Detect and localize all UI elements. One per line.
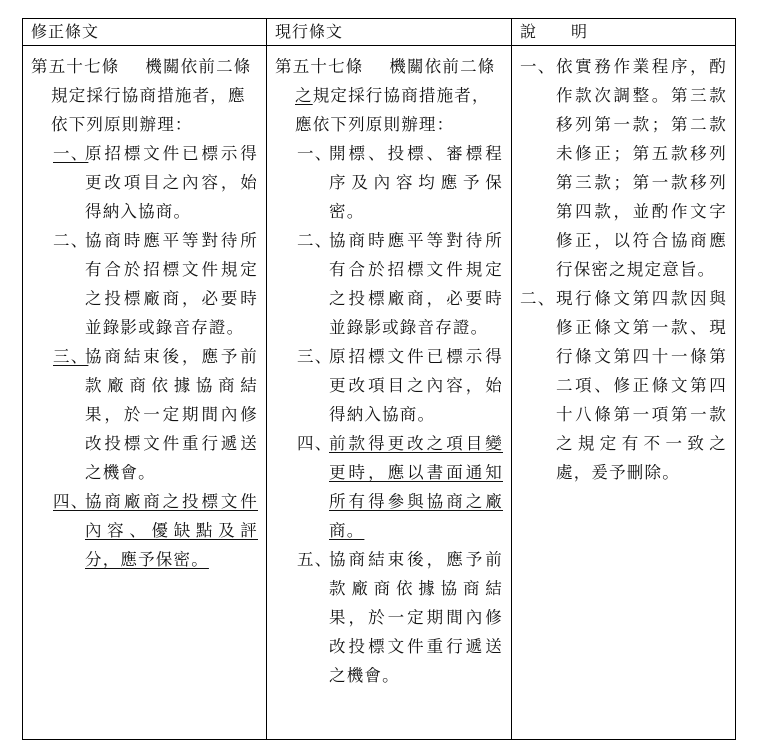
amended-content xyxy=(23,46,266,574)
current-content xyxy=(267,46,511,690)
header-current: 現行條文 xyxy=(267,19,512,46)
current-item-4 xyxy=(275,429,503,545)
current-item-1-text: 開標、投標、審標程序及內容均應予保密。 xyxy=(329,144,503,221)
explanation-item-2-text: 現行條文第四款因與修正條文第一款、現行條文第四十一條第二項、修正條文第四十八條第一項第一款之規定有不一致之處，爰予刪除。 xyxy=(556,289,727,482)
amended-intro xyxy=(31,52,258,139)
explanation-item-2 xyxy=(520,284,727,487)
amended-item-2 xyxy=(31,226,258,342)
header-explanation-second: 明 xyxy=(571,22,589,41)
explanation-item-1-num: 一、 xyxy=(520,57,556,76)
amended-intro-text: 機關依前二條規定採行協商措施者，應依下列原則辦理： xyxy=(51,57,252,134)
header-row xyxy=(23,19,736,46)
current-item-4-num: 四、 xyxy=(297,434,333,453)
amended-item-3-num: 三、 xyxy=(53,347,89,366)
current-item-5 xyxy=(275,545,503,690)
explanation-item-1-text: 依實務作業程序，酌作款次調整。第三款移列第一款；第二款未修正；第五款移列第三款；第一款移列第四款，並酌作文字修正，以符合協商應行保密之規定意旨。 xyxy=(556,57,727,279)
current-cell xyxy=(267,46,512,740)
amended-item-3-text: 協商結束後，應予前款廠商依據協商結果，於一定期間內修改投標文件重行遞送之機會。 xyxy=(85,347,258,482)
comparison-table xyxy=(22,18,736,740)
current-item-1 xyxy=(275,139,503,226)
amended-cell xyxy=(23,46,267,740)
current-item-5-text: 協商結束後，應予前款廠商依據協商結果，於一定期間內修改投標文件重行遞送之機會。 xyxy=(329,550,503,685)
current-item-3 xyxy=(275,342,503,429)
current-item-2-num: 二、 xyxy=(297,231,333,250)
amended-item-2-text: 協商時應平等對待所有合於招標文件規定之投標廠商，必要時並錄影或錄音存證。 xyxy=(85,231,258,337)
current-item-2 xyxy=(275,226,503,342)
amended-item-3 xyxy=(31,342,258,487)
content-row xyxy=(23,46,736,740)
current-item-1-num: 一、 xyxy=(297,144,333,163)
current-item-4-text: 前款得更改之項目變更時，應以書面通知所有得參與協商之廠商。 xyxy=(329,434,503,540)
header-explanation xyxy=(512,19,736,46)
current-item-3-num: 三、 xyxy=(297,347,333,366)
current-item-3-text: 原招標文件已標示得更改項目之內容，始得納入協商。 xyxy=(329,347,503,424)
current-intro-after: 規定採行協商措施者，應依下列原則辦理： xyxy=(295,86,490,134)
amended-item-4-num: 四、 xyxy=(53,492,89,511)
amended-item-1-num: 一、 xyxy=(53,144,89,163)
current-intro xyxy=(275,52,503,139)
explanation-item-2-num: 二、 xyxy=(520,289,556,308)
explanation-cell xyxy=(512,46,736,740)
current-intro-underlined: 之 xyxy=(295,86,313,105)
amended-item-4-text: 協商廠商之投標文件內容、優缺點及評分，應予保密。 xyxy=(85,492,258,569)
amended-item-2-num: 二、 xyxy=(53,231,89,250)
header-explanation-first: 說 xyxy=(520,22,538,41)
explanation-item-1 xyxy=(520,52,727,284)
current-article: 第五十七條 xyxy=(275,57,364,76)
explanation-content xyxy=(512,46,735,487)
amended-article: 第五十七條 xyxy=(31,57,120,76)
current-item-2-text: 協商時應平等對待所有合於招標文件規定之投標廠商，必要時並錄影或錄音存證。 xyxy=(329,231,503,337)
amended-item-1 xyxy=(31,139,258,226)
current-intro-before: 機關依前二條 xyxy=(389,57,496,76)
amended-item-4 xyxy=(31,487,258,574)
amended-item-1-text: 原招標文件已標示得更改項目之內容，始得納入協商。 xyxy=(85,144,258,221)
header-amended: 修正條文 xyxy=(23,19,267,46)
current-item-5-num: 五、 xyxy=(297,550,333,569)
